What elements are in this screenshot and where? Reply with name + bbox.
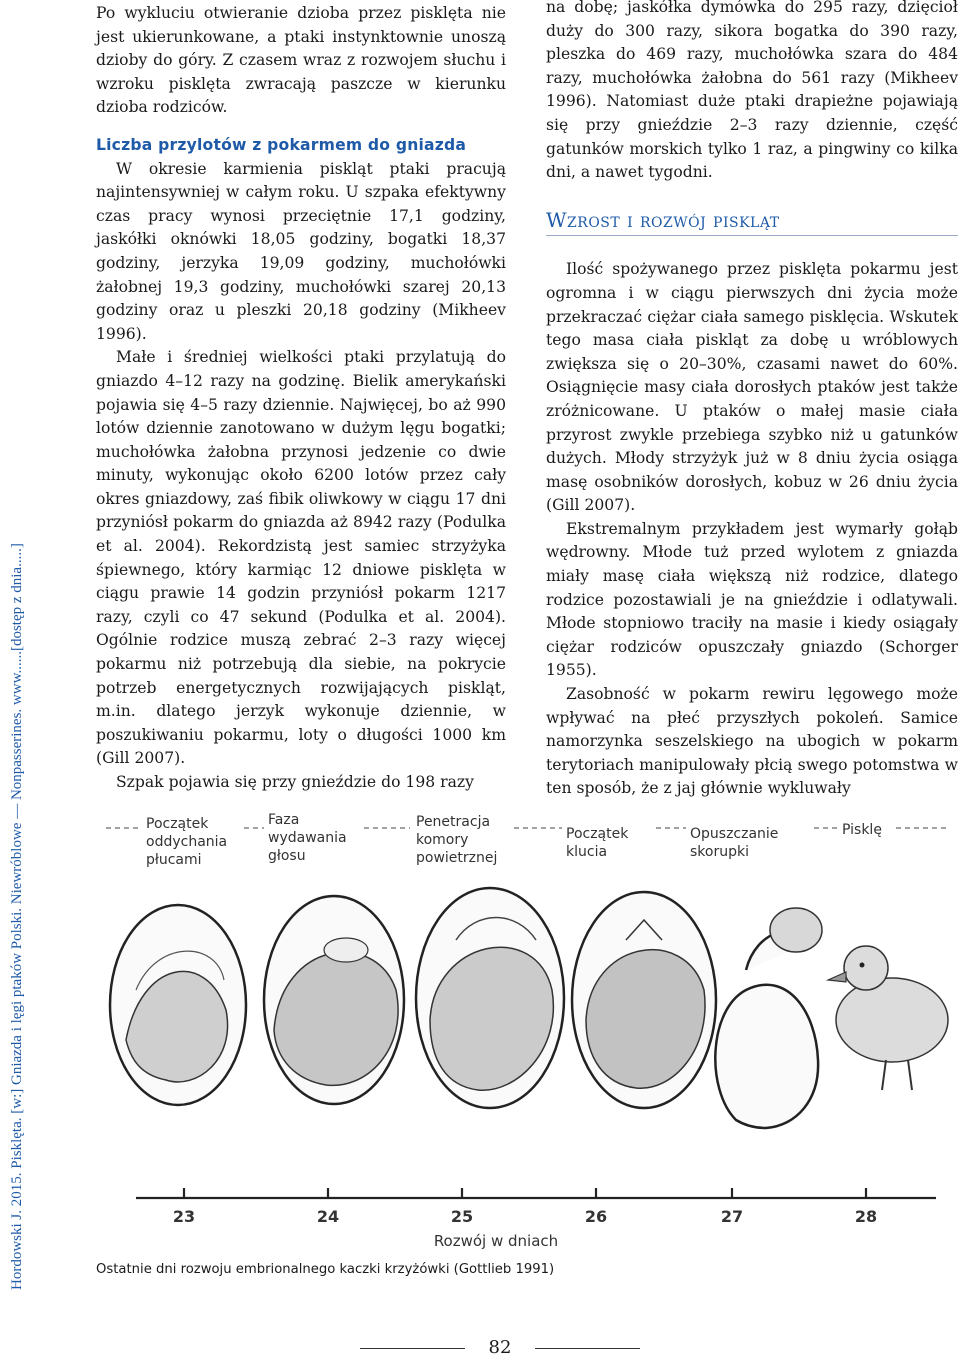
subsection-heading: Liczba przylotów z pokarmem do gniazda [96, 135, 467, 154]
right-column [546, 0, 958, 801]
egg-day-24 [264, 896, 404, 1104]
svg-text:wydawania: wydawania [268, 830, 347, 846]
egg-day-26 [572, 892, 716, 1108]
stage-label-5 [690, 826, 778, 860]
svg-text:głosu: głosu [268, 848, 306, 864]
svg-text:komory: komory [416, 832, 469, 848]
paragraph: na dobę; jaskółka dymówka do 295 razy, dzięcioł duży do 300 razy, sikora bogatka do 390 razy, pleszka do 469 razy, muchołówka szara do 484 razy, muchołówka żałobna do 561 razy (Mikheev 1996). Natomiast duże ptaki drapieżne pojawiają się przy gnieździe 2–3 razy dziennie, część gatunków morskich tylko 1 raz, a pingwiny co kilka dni, a nawet tygodni. [546, 0, 958, 182]
svg-text:Faza: Faza [268, 812, 300, 828]
day-axis [136, 1188, 936, 1198]
footer-rule-right [535, 1348, 640, 1349]
egg-day-27 [715, 908, 822, 1128]
stage-label-1 [146, 816, 227, 868]
egg-day-25 [416, 888, 564, 1108]
stage-label-4 [566, 826, 629, 860]
svg-text:powietrznej: powietrznej [416, 850, 498, 866]
paragraph: Ekstremalnym przykładem jest wymarły gołąb wędrowny. Młode tuż przed wylotem z gniazda miały masę ciała większą niż rodzice, dlatego rodzice pozostawiali je na gnieździe i odlatywali. Młode stopniowo traciły na masie i kiedy osiągały ciężar rodziców opuszczały gniazdo (Schorger 1955). [546, 519, 958, 680]
paragraph: W okresie karmienia piskląt ptaki pracują najintensywniej w całym roku. U szpaka efektywny czas pracy wynosi przeciętnie 17,1 godziny, jaskółki oknówki 18,05 godziny, bogatki 18,37 godziny, jerzyka 19,09 godziny, muchołówki żałobnej 19,3 godziny, muchołówki szarej 20,13 godziny oraz u pleszki 20,18 godziny (Mikheev 1996). [96, 159, 506, 343]
svg-text:Penetracja: Penetracja [416, 814, 491, 830]
section-heading: Wzrost i rozwój piskląt [546, 209, 958, 237]
svg-text:Początek: Początek [566, 826, 629, 842]
figure-caption: Ostatnie dni rozwoju embrionalnego kaczki krzyżówki (Gottlieb 1991) [96, 1262, 555, 1277]
stage-label-6 [842, 822, 882, 838]
svg-text:płucami: płucami [146, 852, 202, 868]
day-tick-27: 27 [720, 1207, 744, 1226]
stage-label-3 [416, 814, 497, 866]
svg-text:klucia: klucia [566, 844, 608, 860]
paragraph: Szpak pojawia się przy gnieździe do 198 razy [116, 773, 474, 791]
duckling-day-28 [828, 946, 948, 1090]
stage-label-2 [268, 812, 347, 864]
svg-text:Początek: Początek [146, 816, 209, 832]
left-column [96, 2, 506, 795]
day-tick-23: 23 [172, 1207, 196, 1226]
paragraph: Małe i średniej wielkości ptaki przylatują do gniazdo 4–12 razy na godzinę. Bielik amerykański pojawia się 4–5 razy dziennie. Najwięcej, bo aż 990 lotów dziennie zanotowano w dużym lęgu bogatki; muchołówka żałobna przynosi jedzenie co dwie minuty, wykonując około 6200 lotów przez cały okres gniazdowy, zaś fibik oliwkowy w ciągu 17 dni przyniósł pokarm do gniazda aż 8942 razy (Podulka et al. 2004). Rekordzistą jest samiec strzyżyka śpiewnego, który karmiąc 12 dniowe pisklęta w ciągu prawie 14 godzin przyniósł pokarm 1217 razy, czyli co 47 sekund (Podulka et al. 2004). Ogólnie rodzice muszą zebrać 2–3 razy więcej pokarmu niż potrzebują dla siebie, na pokrycie potrzeb energetycznych rozwijających piskląt, m.in. dlatego jerzyk wykonuje dziennie, w poszukiwaniu pokarmu, loty o długości 1000 km (Gill 2007). [96, 348, 506, 768]
day-tick-25: 25 [450, 1207, 474, 1226]
embryo-development-figure [96, 790, 956, 1260]
day-tick-28: 28 [854, 1207, 878, 1226]
page-number: 82 [488, 1337, 512, 1358]
footer-rule-left [360, 1348, 465, 1349]
svg-text:skorupki: skorupki [690, 844, 749, 860]
paragraph: Ilość spożywanego przez pisklęta pokarmu jest ogromna i w ciągu pierwszych dni życia może przekraczać ciężar ciała samego pisklęcia. Wskutek tego masa ciała piskląt za dobę u wróblowych zwiększa się o 20–30%, czasami nawet do 60%. Osiągnięcie masy ciała dorosłych ptaków jest także zróżnicowane. U ptaków o małej masie ciała przyrost zwykle przebiega szybko niż u gatunków dużych. Młody strzyżyk już w 8 dniu życia osiąga masę osobników dorosłych, kobuz w 26 dniu życia (Gill 2007). [546, 260, 958, 515]
citation-sidebar: Hordowski J. 2015. Pisklęta. [w:] Gniazda i lęgi ptaków Polski. Niewróblowe — Nonpasserines. www......[dostęp z dnia.....] [9, 543, 25, 1290]
day-tick-24: 24 [316, 1207, 340, 1226]
svg-text:Opuszczanie: Opuszczanie [690, 826, 779, 842]
axis-label: Rozwój w dniach [433, 1232, 559, 1250]
page-footer [360, 1337, 640, 1361]
day-tick-26: 26 [584, 1207, 608, 1226]
svg-text:Pisklę: Pisklę [842, 822, 882, 838]
paragraph: Po wykluciu otwieranie dzioba przez pisklęta nie jest ukierunkowane, a ptaki instynktownie unoszą dzioby do góry. Z czasem wraz z rozwojem słuchu i wzroku pisklęta zwracają paszcze w kierunku dzioba rodziców. [96, 4, 506, 117]
svg-text:oddychania: oddychania [146, 834, 228, 850]
paragraph: Zasobność w pokarm rewiru lęgowego może wpływać na płeć przyszłych pokoleń. Samice namorzynka seszelskiego na ubogich w pokarm terytoriach manipulowały płcią swego potomstwa w ten sposób, że z jaj głównie wykluwały [546, 685, 958, 798]
egg-day-23 [110, 905, 246, 1105]
